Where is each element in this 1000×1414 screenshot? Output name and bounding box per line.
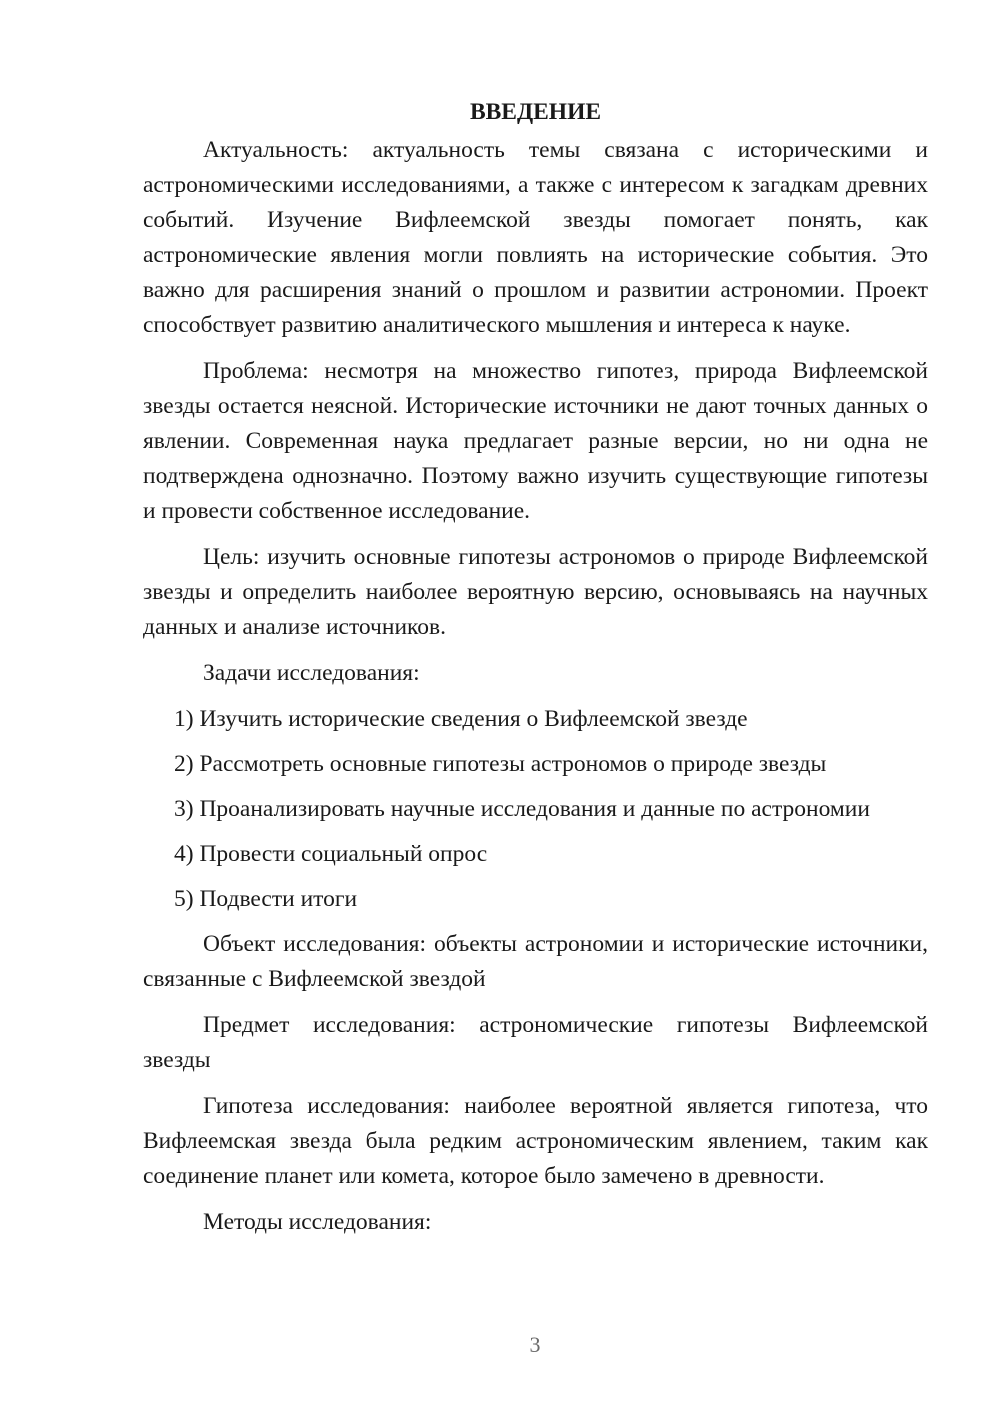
paragraph-subject: Предмет исследования: астрономические гипотезы Вифлеемской звезды	[143, 1012, 928, 1073]
list-item: 1) Изучить исторические сведения о Вифлеемской звезде	[174, 706, 748, 732]
list-item: 5) Подвести итоги	[174, 886, 358, 912]
page-number: 3	[529, 1332, 541, 1357]
paragraph-goal: Цель: изучить основные гипотезы астрономов о природе Вифлеемской звезды и определить наиболее вероятную версию, основываясь на научных данных и анализе источников.	[143, 544, 928, 640]
list-item: 4) Провести социальный опрос	[174, 841, 488, 867]
list-item: 2) Рассмотреть основные гипотезы астрономов о природе звезды	[174, 751, 827, 777]
paragraph-relevance: Актуальность: актуальность темы связана с историческими и астрономическими исследованиями, а также с интересом к загадкам древних событий. Изучение Вифлеемской звезды помогает понять, как астрономические явления могли повлиять на исторические события. Это важно для расширения знаний о прошлом и развитии астрономии. Проект способствует развитию аналитического мышления и интереса к науке.	[143, 137, 928, 338]
paragraph-object: Объект исследования: объекты астрономии и исторические источники, связанные с Вифлеемской звездой	[143, 931, 928, 992]
methods-heading: Методы исследования:	[203, 1209, 432, 1235]
section-title: ВВЕДЕНИЕ	[469, 99, 602, 125]
paragraph-problem: Проблема: несмотря на множество гипотез, природа Вифлеемской звезды остается неясной. Исторические источники не дают точных данных о явлении. Современная наука предлагает разные версии, но ни одна не подтверждена однозначно. Поэтому важно изучить существующие гипотезы и провести собственное исследование.	[143, 358, 928, 524]
tasks-list	[143, 702, 928, 917]
document-page	[143, 95, 928, 1251]
list-item: 3) Проанализировать научные исследования и данные по астрономии	[174, 796, 870, 822]
paragraph-hypothesis: Гипотеза исследования: наиболее вероятной является гипотеза, что Вифлеемская звезда была редким астрономическим явлением, таким как соединение планет или комета, которое было замечено в древности.	[143, 1093, 928, 1189]
tasks-heading: Задачи исследования:	[203, 660, 420, 686]
